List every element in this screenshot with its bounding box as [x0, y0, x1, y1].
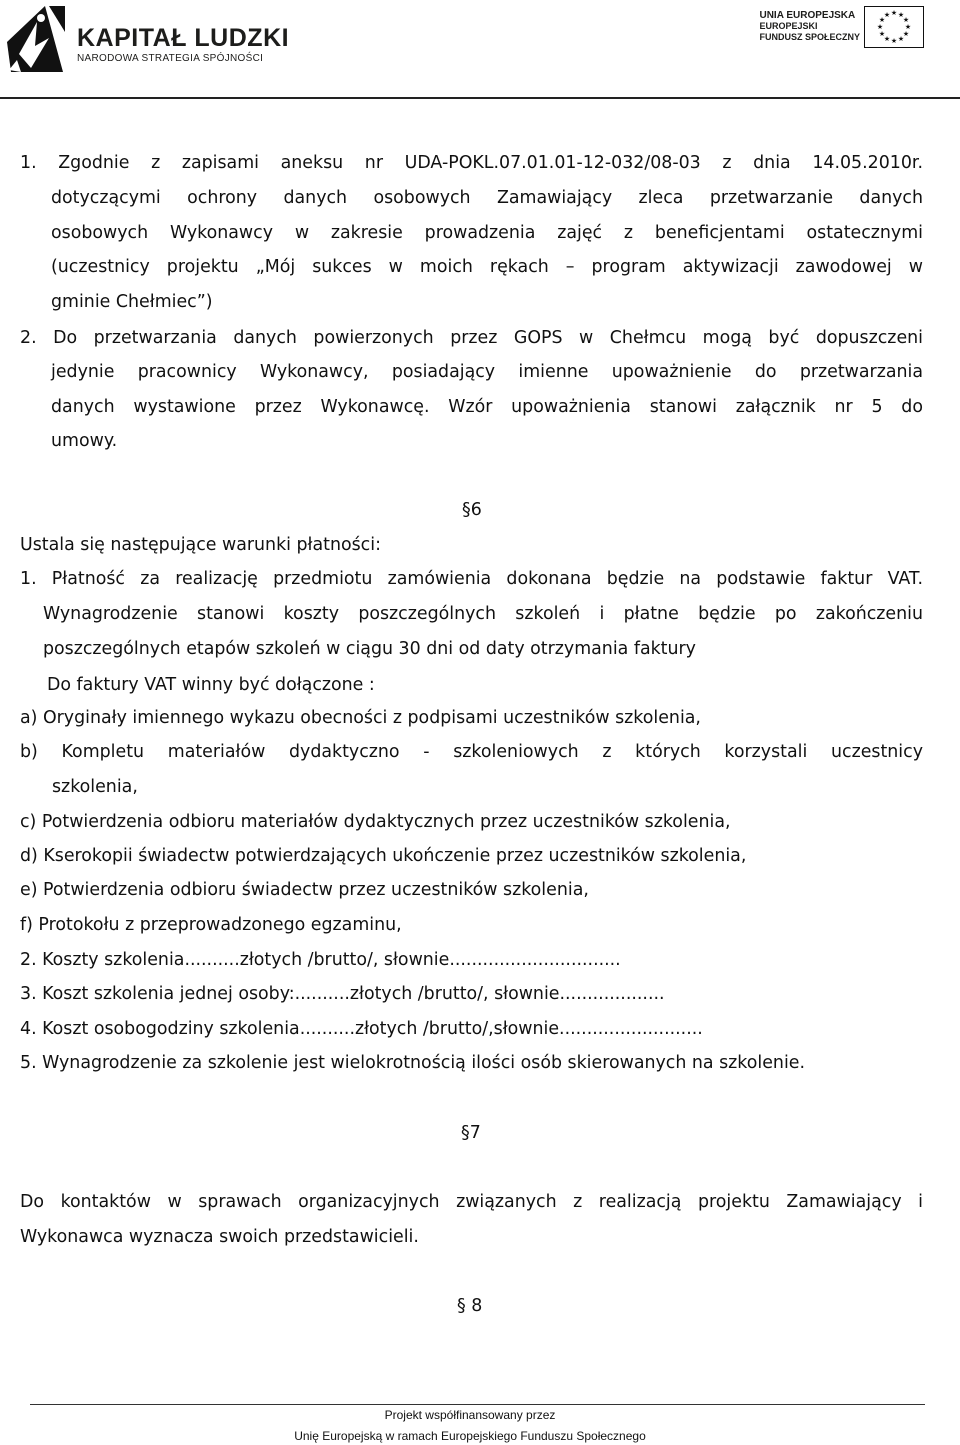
svg-text:★: ★ — [876, 23, 884, 31]
eu-line1: UNIA EUROPEJSKA — [759, 10, 856, 21]
payment-item4: 4. Koszt osobogodziny szkolenia..........złotych /brutto/,słownie.......................... — [20, 1019, 703, 1039]
svg-text:★: ★ — [904, 23, 912, 31]
item1-first-line — [20, 146, 923, 181]
section-7-paragraph — [20, 1185, 923, 1254]
item2-first-line — [20, 321, 923, 356]
section-8-heading: § 8 — [457, 1296, 483, 1316]
item2-paragraph — [51, 355, 923, 459]
section-7-heading: §7 — [461, 1123, 481, 1143]
attachment-c: c) Potwierdzenia odbioru materiałów dydaktycznych przez uczestników szkolenia, — [20, 812, 731, 832]
text-line: 2. Do przetwarzania danych powierzonych przez GOPS w Chełmcu mogą być dopuszczeni — [20, 328, 923, 348]
payment-terms-intro: Ustala się następujące warunki płatności: — [20, 535, 381, 555]
svg-text:★: ★ — [902, 16, 910, 24]
text-line: Wynagrodzenie stanowi koszty poszczególnych szkoleń i płatne będzie po zakończeniu — [43, 604, 923, 624]
eu-logo-text — [759, 10, 860, 43]
svg-text:★: ★ — [897, 11, 905, 19]
svg-text:★: ★ — [878, 16, 886, 24]
header-divider — [0, 97, 960, 99]
section-6-heading: §6 — [462, 500, 482, 520]
text-line: 1. Płatność za realizację przedmiotu zamówienia dokonana będzie na podstawie faktur VAT. — [20, 569, 923, 589]
text-line: umowy. — [51, 431, 118, 452]
payment-item1-paragraph — [43, 597, 923, 666]
attachment-f: f) Protokołu z przeprowadzonego egzaminu, — [20, 915, 402, 935]
kl-subtitle: NARODOWA STRATEGIA SPÓJNOŚCI — [77, 53, 264, 64]
payment-item1-first — [20, 562, 923, 597]
svg-text:★: ★ — [890, 9, 898, 17]
attachment-e: e) Potwierdzenia odbioru świadectw przez uczestników szkolenia, — [20, 880, 589, 900]
payment-item5: 5. Wynagrodzenie za szkolenie jest wielokrotnością ilości osób skierowanych na szkolenie. — [20, 1053, 806, 1073]
text-line: Wykonawca wyznacza swoich przedstawicieli. — [20, 1226, 419, 1247]
text-line: Do kontaktów w sprawach organizacyjnych związanych z realizacją projektu Zamawiający i — [20, 1192, 923, 1212]
footer-line2: Unię Europejską w ramach Europejskiego Funduszu Społecznego — [294, 1429, 646, 1443]
text-line: osobowych Wykonawcy w zakresie prowadzenia zajęć z beneficjentami ostatecznymi — [51, 222, 923, 243]
page-header — [0, 0, 960, 100]
attachment-b-first — [20, 735, 923, 770]
text-line: b) Kompletu materiałów dydaktyczno - szkoleniowych z których korzystali uczestnicy — [20, 742, 923, 762]
payment-item3: 3. Koszt szkolenia jednej osoby:..........złotych /brutto/, słownie................... — [20, 984, 665, 1004]
eu-line2: EUROPEJSKI — [759, 21, 818, 31]
attachment-b-continued: szkolenia, — [52, 777, 138, 797]
eu-line3: FUNDUSZ SPOŁECZNY — [759, 32, 860, 42]
svg-text:★: ★ — [878, 30, 886, 38]
footer-line1: Projekt współfinansowany przez — [384, 1408, 556, 1422]
kl-title: KAPITAŁ LUDZKI — [77, 24, 290, 52]
payment-item2: 2. Koszty szkolenia..........złotych /brutto/, słownie............................... — [20, 950, 621, 970]
svg-text:★: ★ — [902, 30, 910, 38]
attachment-d: d) Kserokopii świadectw potwierdzających ukończenie przez uczestników szkolenia, — [20, 846, 747, 866]
text-line: gminie Chełmiec”) — [51, 291, 213, 312]
text-line: poszczególnych etapów szkoleń w ciągu 30 dni od daty otrzymania faktury — [43, 638, 696, 659]
item1-paragraph — [51, 181, 923, 319]
text-line: danych wystawione przez Wykonawcę. Wzór upoważnienia stanowi załącznik nr 5 do — [51, 396, 923, 417]
svg-text:★: ★ — [890, 37, 898, 45]
attachment-a: a) Oryginały imiennego wykazu obecności z podpisami uczestników szkolenia, — [20, 708, 701, 728]
text-line: (uczestnicy projektu „Mój sukces w moich rękach – program aktywizacji zawodowej w — [51, 257, 923, 278]
text-line: jedynie pracownicy Wykonawcy, posiadający imienne upoważnienie do przetwarzania — [51, 362, 923, 382]
kapital-ludzki-logo — [5, 2, 290, 77]
svg-text:★: ★ — [897, 35, 905, 43]
svg-text:★: ★ — [883, 35, 891, 43]
kapital-ludzki-emblem-icon — [5, 2, 67, 74]
footer-divider — [30, 1404, 925, 1405]
invoice-attachments-intro: Do faktury VAT winny być dołączone : — [47, 675, 375, 695]
text-line: dotyczącymi ochrony danych osobowych Zamawiający zleca przetwarzanie danych — [51, 188, 923, 208]
svg-text:★: ★ — [883, 11, 891, 19]
eu-stars-flag-icon — [864, 6, 924, 48]
eu-logo — [736, 6, 926, 52]
text-line: 1. Zgodnie z zapisami aneksu nr UDA-POKL.07.01.01-12-032/08-03 z dnia 14.05.2010r. — [20, 153, 923, 173]
